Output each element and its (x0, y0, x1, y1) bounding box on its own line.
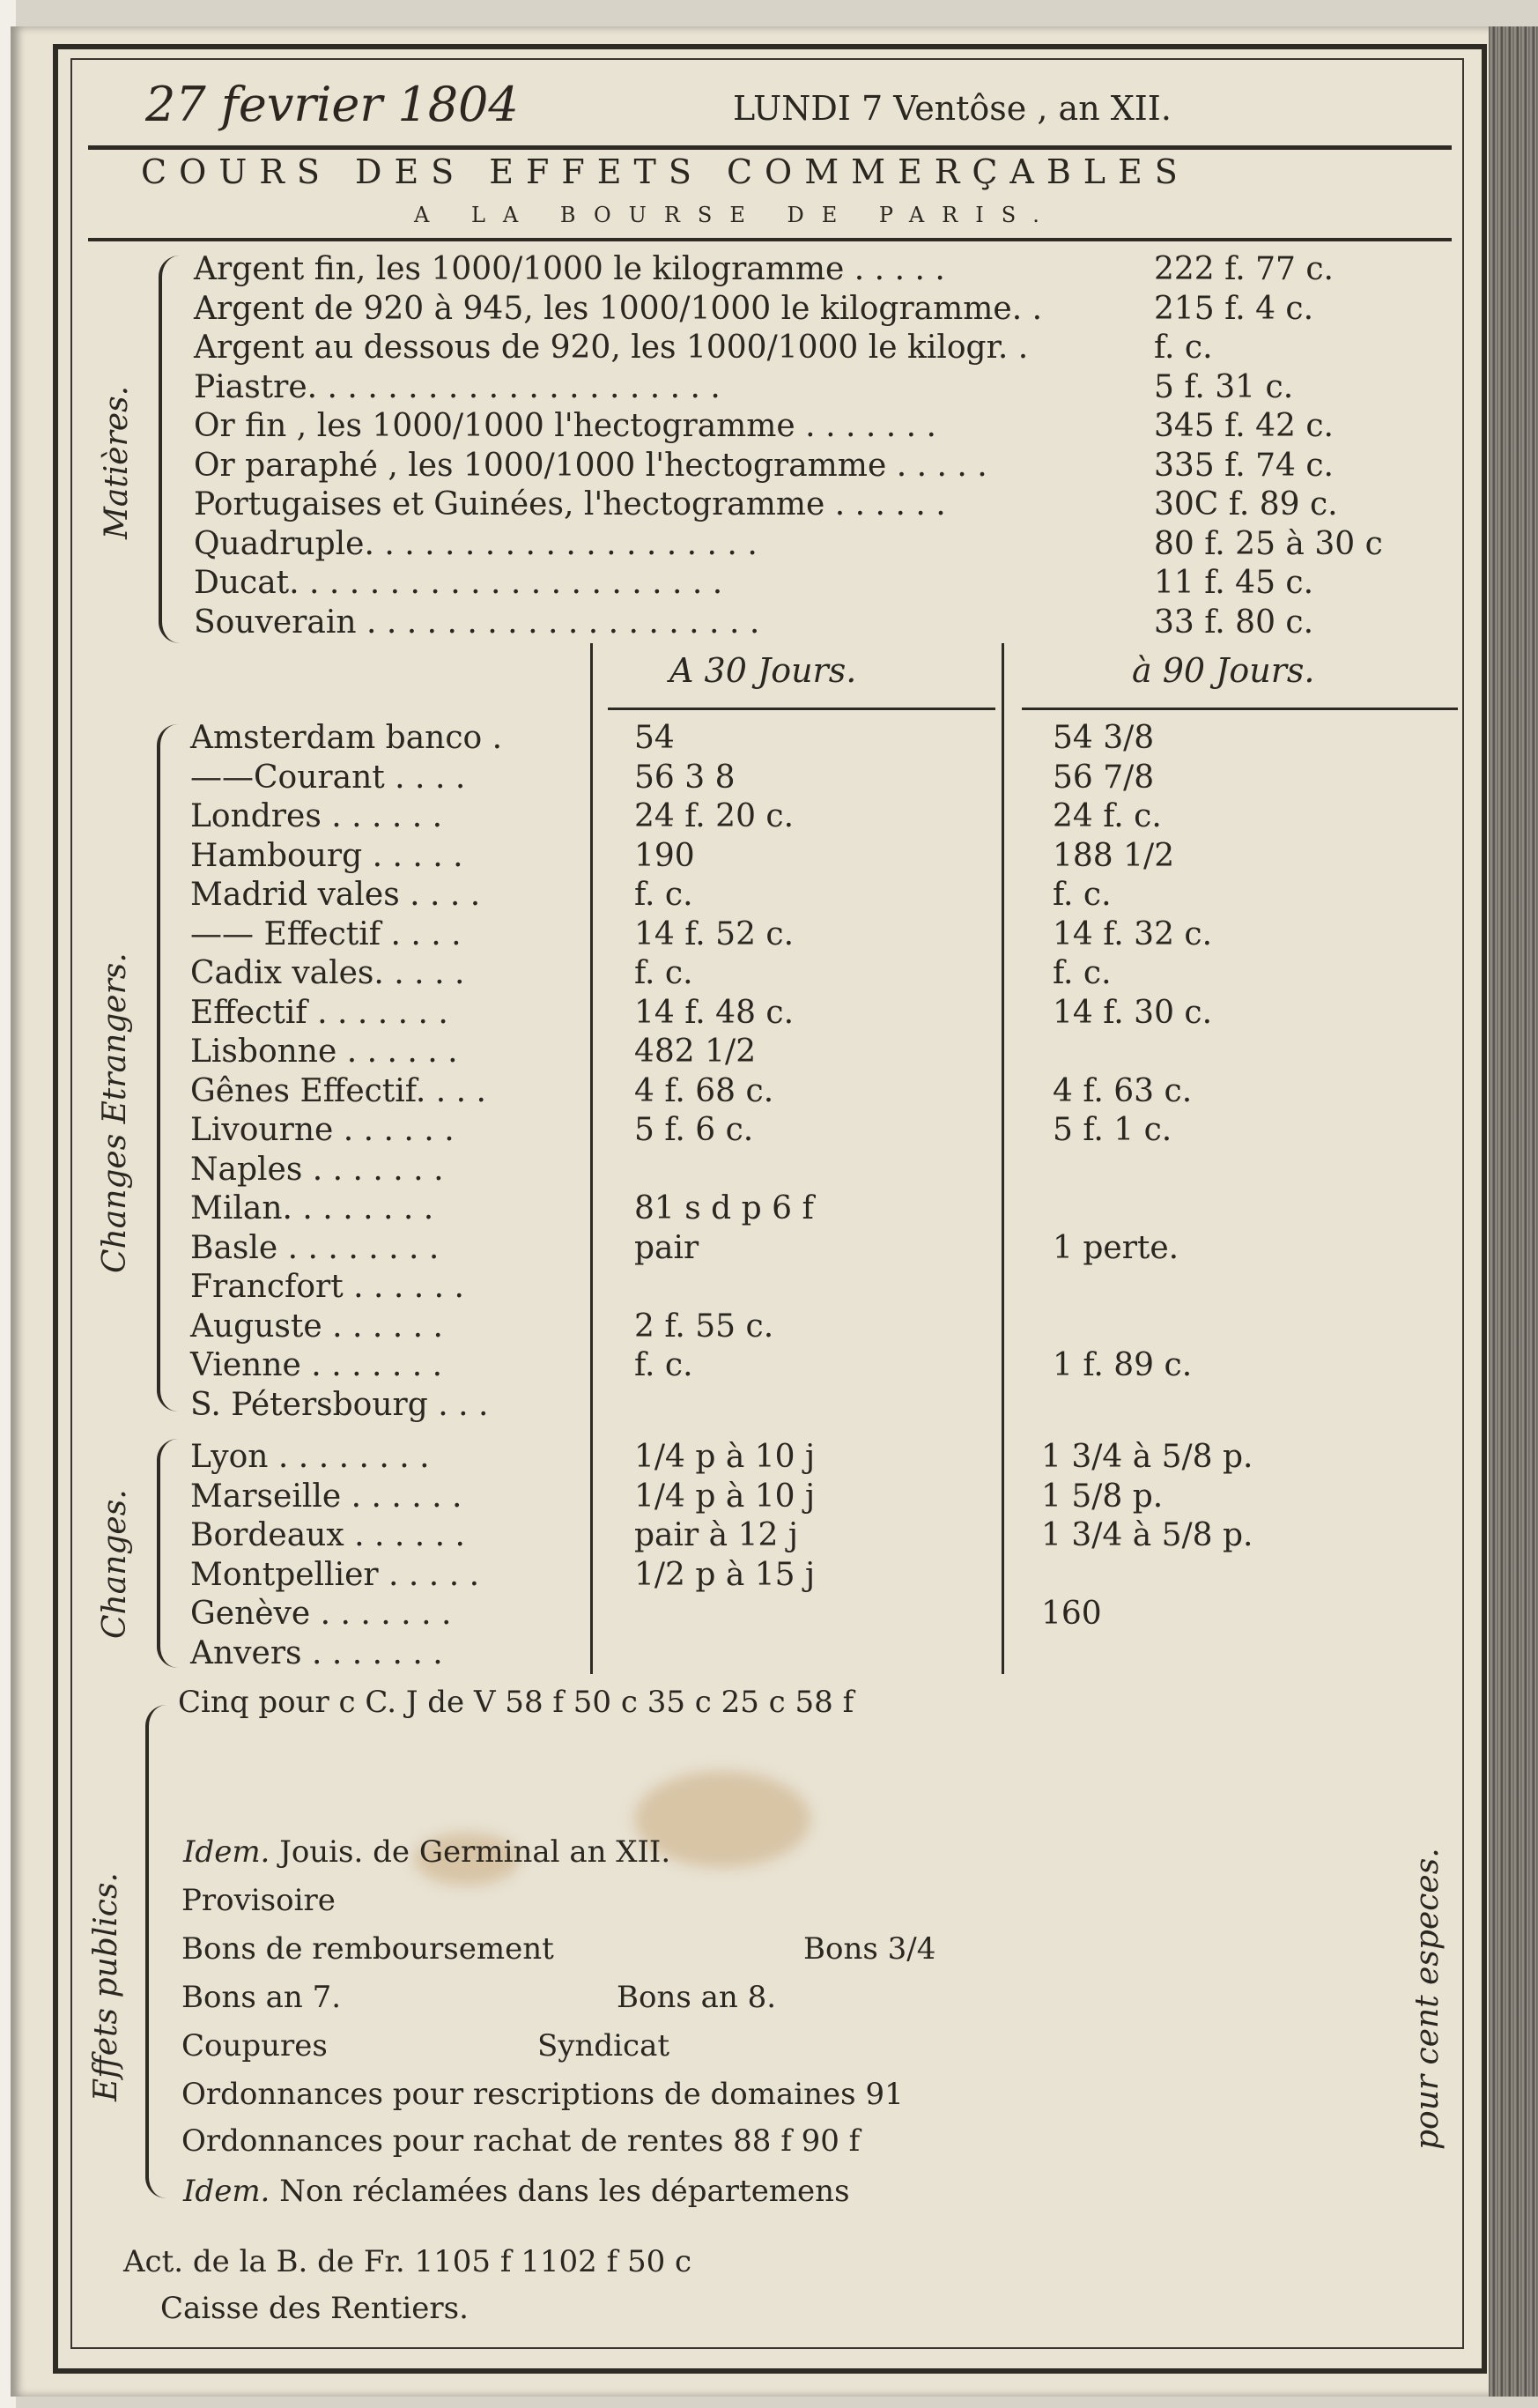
page-stack-edge (1489, 26, 1538, 2397)
change-place-name: Livourne . . . . . . (190, 1112, 455, 1148)
caisse-rentiers: Caisse des Rentiers. (160, 2291, 469, 2326)
idem-non-reclamees-row (183, 2174, 850, 2209)
change-place-name: Madrid vales . . . . (190, 877, 481, 913)
change-90-jours: 5 f. 1 c. (1053, 1112, 1172, 1148)
handwritten-date: 27 fevrier 1804 (145, 77, 519, 132)
bons-an-7: Bons an 7. (181, 1980, 342, 2015)
change-place-name: ——Courant . . . . (190, 759, 466, 796)
idem-label: Idem. (183, 1834, 270, 1870)
change-city-name: Bordeaux . . . . . . (190, 1517, 465, 1553)
change-place-name: —— Effectif . . . . (190, 915, 462, 952)
matiere-name: Piastre. . . . . . . . . . . . . . . . . . . . . (194, 368, 721, 405)
change-30-jours: f. c. (634, 955, 693, 991)
change-place-name: Auguste . . . . . . (190, 1308, 443, 1345)
change-city-name: Montpellier . . . . . (190, 1556, 480, 1593)
change-30-jours: pair (634, 1229, 699, 1266)
section-label-changes-etrangers: Changes Etrangers. (97, 952, 133, 1273)
coupures: Coupures (181, 2028, 328, 2063)
change-90-jours: 4 f. 63 c. (1053, 1072, 1193, 1109)
change-place-name: Amsterdam banco . (190, 720, 503, 756)
bons-remboursement: Bons de remboursement (181, 1931, 554, 1967)
matiere-value: 11 f. 45 c. (1154, 565, 1314, 601)
matiere-value: 30C f. 89 c. (1154, 486, 1338, 522)
change-30-jours: 56 3 8 (634, 759, 736, 796)
rule (1022, 708, 1458, 710)
matiere-value: 215 f. 4 c. (1154, 290, 1314, 327)
page-title: COURS DES EFFETS COMMERÇABLES (141, 152, 1190, 191)
cinq-pour-cent: Cinq pour c C. J de V 58 f 50 c 35 c 25 c 58 f (178, 1685, 854, 1720)
syndicat: Syndicat (537, 2028, 670, 2063)
change-90-jours: 54 3/8 (1053, 720, 1155, 756)
change-30-jours: 5 f. 6 c. (634, 1112, 754, 1148)
change-90-jours: 1 f. 89 c. (1053, 1347, 1193, 1383)
section-brace (157, 1439, 178, 1668)
change-place-name: Basle . . . . . . . . (190, 1229, 440, 1266)
idem-non-text: Non réclamées dans les départemens (279, 2174, 850, 2209)
change-30-jours: pair à 12 j (634, 1517, 798, 1553)
change-90-jours: f. c. (1053, 877, 1112, 913)
change-place-name: Naples . . . . . . . (190, 1151, 444, 1188)
ordonnances-rescriptions: Ordonnances pour rescriptions de domaines 91 (181, 2077, 904, 2112)
change-city-name: Genève . . . . . . . (190, 1596, 452, 1632)
change-30-jours: 1/4 p à 10 j (634, 1478, 816, 1515)
section-label-effets-publics: Effets publics. (88, 1872, 124, 2101)
bons-an-8: Bons an 8. (617, 1980, 777, 2015)
rule (88, 145, 1452, 150)
change-place-name: Londres . . . . . . (190, 798, 443, 834)
bons-3-4: Bons 3/4 (803, 1931, 936, 1967)
change-place-name: S. Pétersbourg . . . (190, 1386, 489, 1423)
change-90-jours: 24 f. c. (1053, 798, 1162, 834)
matiere-value: 222 f. 77 c. (1154, 251, 1334, 287)
change-30-jours: f. c. (634, 1347, 693, 1383)
change-place-name: Hambourg . . . . . (190, 837, 463, 874)
change-30-jours: 81 s d p 6 f (634, 1190, 814, 1226)
change-30-jours: 4 f. 68 c. (634, 1072, 774, 1109)
idem-jouis-row (183, 1834, 671, 1870)
section-brace (157, 724, 178, 1411)
matiere-name: Ducat. . . . . . . . . . . . . . . . . . . . . . (194, 565, 723, 601)
provisoire: Provisoire (181, 1883, 336, 1918)
change-90-jours: f. c. (1053, 955, 1112, 991)
section-brace (145, 1705, 166, 2198)
change-90-jours: 14 f. 30 c. (1053, 994, 1213, 1031)
idem-jouis-text: Jouis. de Germinal an XII. (279, 1834, 671, 1870)
change-90-jours: 188 1/2 (1053, 837, 1175, 874)
change-city-name: Lyon . . . . . . . . (190, 1439, 430, 1475)
header-30-jours: A 30 Jours. (669, 651, 857, 690)
change-place-name: Lisbonne . . . . . . (190, 1034, 458, 1070)
change-30-jours: 54 (634, 720, 675, 756)
change-90-jours: 14 f. 32 c. (1053, 915, 1213, 952)
change-30-jours: 14 f. 48 c. (634, 994, 795, 1031)
matiere-name: Souverain . . . . . . . . . . . . . . . . . . . . (194, 604, 760, 641)
change-city-name: Marseille . . . . . . (190, 1478, 462, 1515)
change-30-jours: 14 f. 52 c. (634, 915, 795, 952)
matiere-name: Argent fin, les 1000/1000 le kilogramme . . . . . (194, 251, 945, 287)
change-place-name: Francfort . . . . . . (190, 1269, 464, 1305)
change-city-name: Anvers . . . . . . . (190, 1634, 443, 1671)
matiere-value: 5 f. 31 c. (1154, 368, 1294, 405)
change-place-name: Gênes Effectif. . . . (190, 1072, 486, 1109)
change-place-name: Vienne . . . . . . . (190, 1347, 443, 1383)
matiere-value: f. c. (1154, 330, 1213, 366)
ordonnances-rachat: Ordonnances pour rachat de rentes 88 f 90 f (181, 2123, 861, 2159)
change-30-jours: 190 (634, 837, 695, 874)
change-90-jours: 1 5/8 p. (1041, 1478, 1164, 1515)
page-subtitle: A LA BOURSE DE PARIS. (414, 203, 1057, 227)
change-90-jours: 160 (1041, 1596, 1102, 1632)
section-label-changes: Changes. (97, 1489, 133, 1639)
change-30-jours: f. c. (634, 877, 693, 913)
change-30-jours: 2 f. 55 c. (634, 1308, 774, 1345)
side-note-pour-cent: pour cent especes. (1409, 1848, 1446, 2150)
day-line: LUNDI 7 Ventôse , an XII. (733, 89, 1172, 128)
actions-banque-france: Act. de la B. de Fr. 1105 f 1102 f 50 c (123, 2244, 692, 2279)
change-place-name: Milan. . . . . . . . (190, 1190, 434, 1226)
section-label-matieres: Matières. (99, 385, 135, 539)
change-30-jours: 1/4 p à 10 j (634, 1439, 816, 1475)
change-90-jours: 1 3/4 à 5/8 p. (1041, 1439, 1253, 1475)
matiere-name: Portugaises et Guinées, l'hectogramme . . . . . . (194, 486, 946, 522)
change-30-jours: 24 f. 20 c. (634, 798, 795, 834)
change-90-jours: 56 7/8 (1053, 759, 1155, 796)
change-place-name: Cadix vales. . . . . (190, 955, 465, 991)
matiere-value: 345 f. 42 c. (1154, 408, 1334, 444)
change-30-jours: 482 1/2 (634, 1034, 757, 1070)
change-90-jours: 1 3/4 à 5/8 p. (1041, 1517, 1253, 1553)
matiere-name: Or fin , les 1000/1000 l'hectogramme . . . . . . . (194, 408, 936, 444)
header-90-jours: à 90 Jours. (1132, 651, 1315, 690)
matiere-name: Argent de 920 à 945, les 1000/1000 le kilogramme. . (194, 290, 1043, 327)
section-brace (159, 256, 180, 643)
change-place-name: Effectif . . . . . . . (190, 994, 448, 1031)
rule (88, 238, 1452, 241)
column-divider (590, 643, 593, 1674)
change-30-jours: 1/2 p à 15 j (634, 1556, 816, 1593)
matiere-name: Or paraphé , les 1000/1000 l'hectogramme . . . . . (194, 447, 987, 484)
matiere-name: Quadruple. . . . . . . . . . . . . . . . . . . . (194, 525, 758, 562)
change-90-jours: 1 perte. (1053, 1229, 1179, 1266)
matiere-name: Argent au dessous de 920, les 1000/1000 le kilogr. . (194, 330, 1029, 366)
matiere-value: 335 f. 74 c. (1154, 447, 1334, 484)
rule (608, 708, 995, 710)
column-divider (1002, 643, 1004, 1674)
matiere-value: 33 f. 80 c. (1154, 604, 1314, 641)
matiere-value: 80 f. 25 à 30 c (1154, 525, 1383, 562)
idem-label: Idem. (183, 2174, 270, 2209)
